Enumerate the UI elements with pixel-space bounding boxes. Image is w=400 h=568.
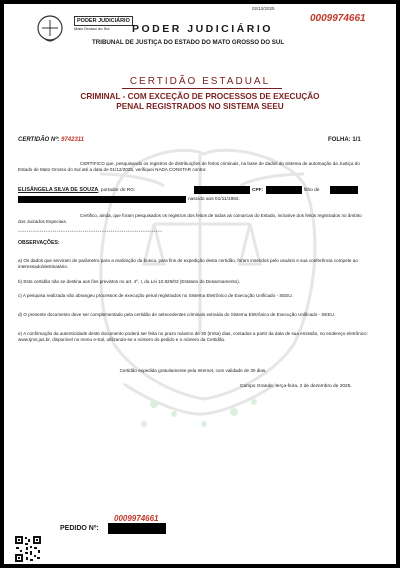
title-underline	[122, 88, 282, 89]
observations-heading: OBSERVAÇÕES:	[18, 240, 60, 246]
person-name: ELISÂNGELA SILVA DE SOUZA	[18, 187, 99, 193]
certificate-title: CERTIDÃO ESTADUAL	[129, 76, 271, 87]
cpf-label: CPF:	[252, 188, 264, 193]
certificate-page	[4, 4, 396, 564]
rg-label: , portador do RG:	[98, 188, 136, 193]
logo-subtitle: Mato Grosso do Sul	[74, 26, 110, 31]
pedido-label: PEDIDO Nº:	[60, 525, 99, 532]
redacted-rg	[194, 186, 250, 194]
tribunal-name: TRIBUNAL DE JUSTIÇA DO ESTADO DO MATO GROSSO DO SUL	[92, 39, 285, 46]
poder-judiciario-title: PODER JUDICIÁRIO	[132, 23, 273, 35]
logo-label: PODER JUDICIÁRIO	[74, 16, 133, 26]
certificate-subtitle	[4, 92, 396, 112]
document-header	[4, 4, 396, 64]
tjms-logo-icon	[30, 12, 74, 48]
order-number-top: 0009974661	[310, 13, 366, 24]
redacted-cpf	[266, 186, 302, 194]
birth-date: nascido aos 01/11/1982.	[188, 197, 240, 202]
redacted-filiation-1	[330, 186, 358, 194]
certificate-number-label: CERTIDÃO Nº:	[18, 137, 60, 143]
redacted-filiation-2	[18, 196, 186, 203]
certificate-number-row	[18, 137, 84, 143]
qr-code-icon	[14, 535, 42, 563]
observation-b: b) Esta certidão não se destina aos fins previstos no art. 4º, I, da Lei 10.826/03 (Estatuto do Desarmamento).	[18, 279, 241, 284]
observation-e: e) A confirmação da autenticidade deste documento poderá ser feita no prazo máximo de 30 (trinta) dias, contados a partir da data de sua emissão, no endereço eletrônico: www.tjms.jus.br, disponível no menu e-Sal, utilizando-se o número do pedido e o número da Certidão.	[18, 331, 368, 343]
certificate-number: 9742311	[61, 137, 85, 143]
certifico-ainda-paragraph: Certifico, ainda, que foram pesquisados os registros dos feitos de todas as comarcas do Estado, inclusive dos feitos registrados no âmbito dos Juizados Especiais.	[18, 213, 362, 225]
subtitle-line-2: PENAL REGISTRADOS NO SISTEMA SEEU	[116, 102, 284, 111]
intro-paragraph: CERTIFICO que, pesquisando os registros de distribuições de feitos criminais, na base de dados do sistema de automação da Justiça do Estado de Mato Grosso do Sul até a data de 01/12/2025, verifiquei NADA CONSTAR contra:	[18, 161, 360, 173]
page-count: FOLHA: 1/1	[328, 137, 361, 143]
redacted-pedido-code	[108, 523, 166, 534]
observation-a: a) Os dados que serviram de parâmetro para a realização da busca, para fins de expedição desta certidão, foram inseridos pelo usuário e sua conferência compete ao interessado/destinatário.	[18, 258, 358, 270]
subtitle-line-1: CRIMINAL - COM EXCEÇÃO DE PROCESSOS DE EXECUÇÃO	[80, 92, 320, 101]
filiation-label: filho de	[304, 188, 320, 193]
free-issue-note: Certidão expedida gratuitamente pela Internet, com validade de 30 dias.	[119, 368, 267, 373]
person-line	[18, 187, 135, 193]
header-date: 02/12/2025	[252, 6, 275, 11]
observation-c: c) A pesquisa realizada não abrangeu processos de execução penal registrados no Sistema Eletrônico de Execução Unificado - SEEU.	[18, 293, 294, 298]
pedido-number: 0009974661	[114, 514, 159, 523]
separator-dashes: *******************************************************************	[18, 229, 163, 234]
issue-date-line: Campo Grande, terça-feira, 2 de dezembro de 2025.	[240, 384, 352, 389]
observation-d: d) O presente documento deve ser complementado pela certidão de antecedentes criminais extraída do Sistema Eletrônico de Execução Unificado - SEEU.	[18, 312, 336, 317]
